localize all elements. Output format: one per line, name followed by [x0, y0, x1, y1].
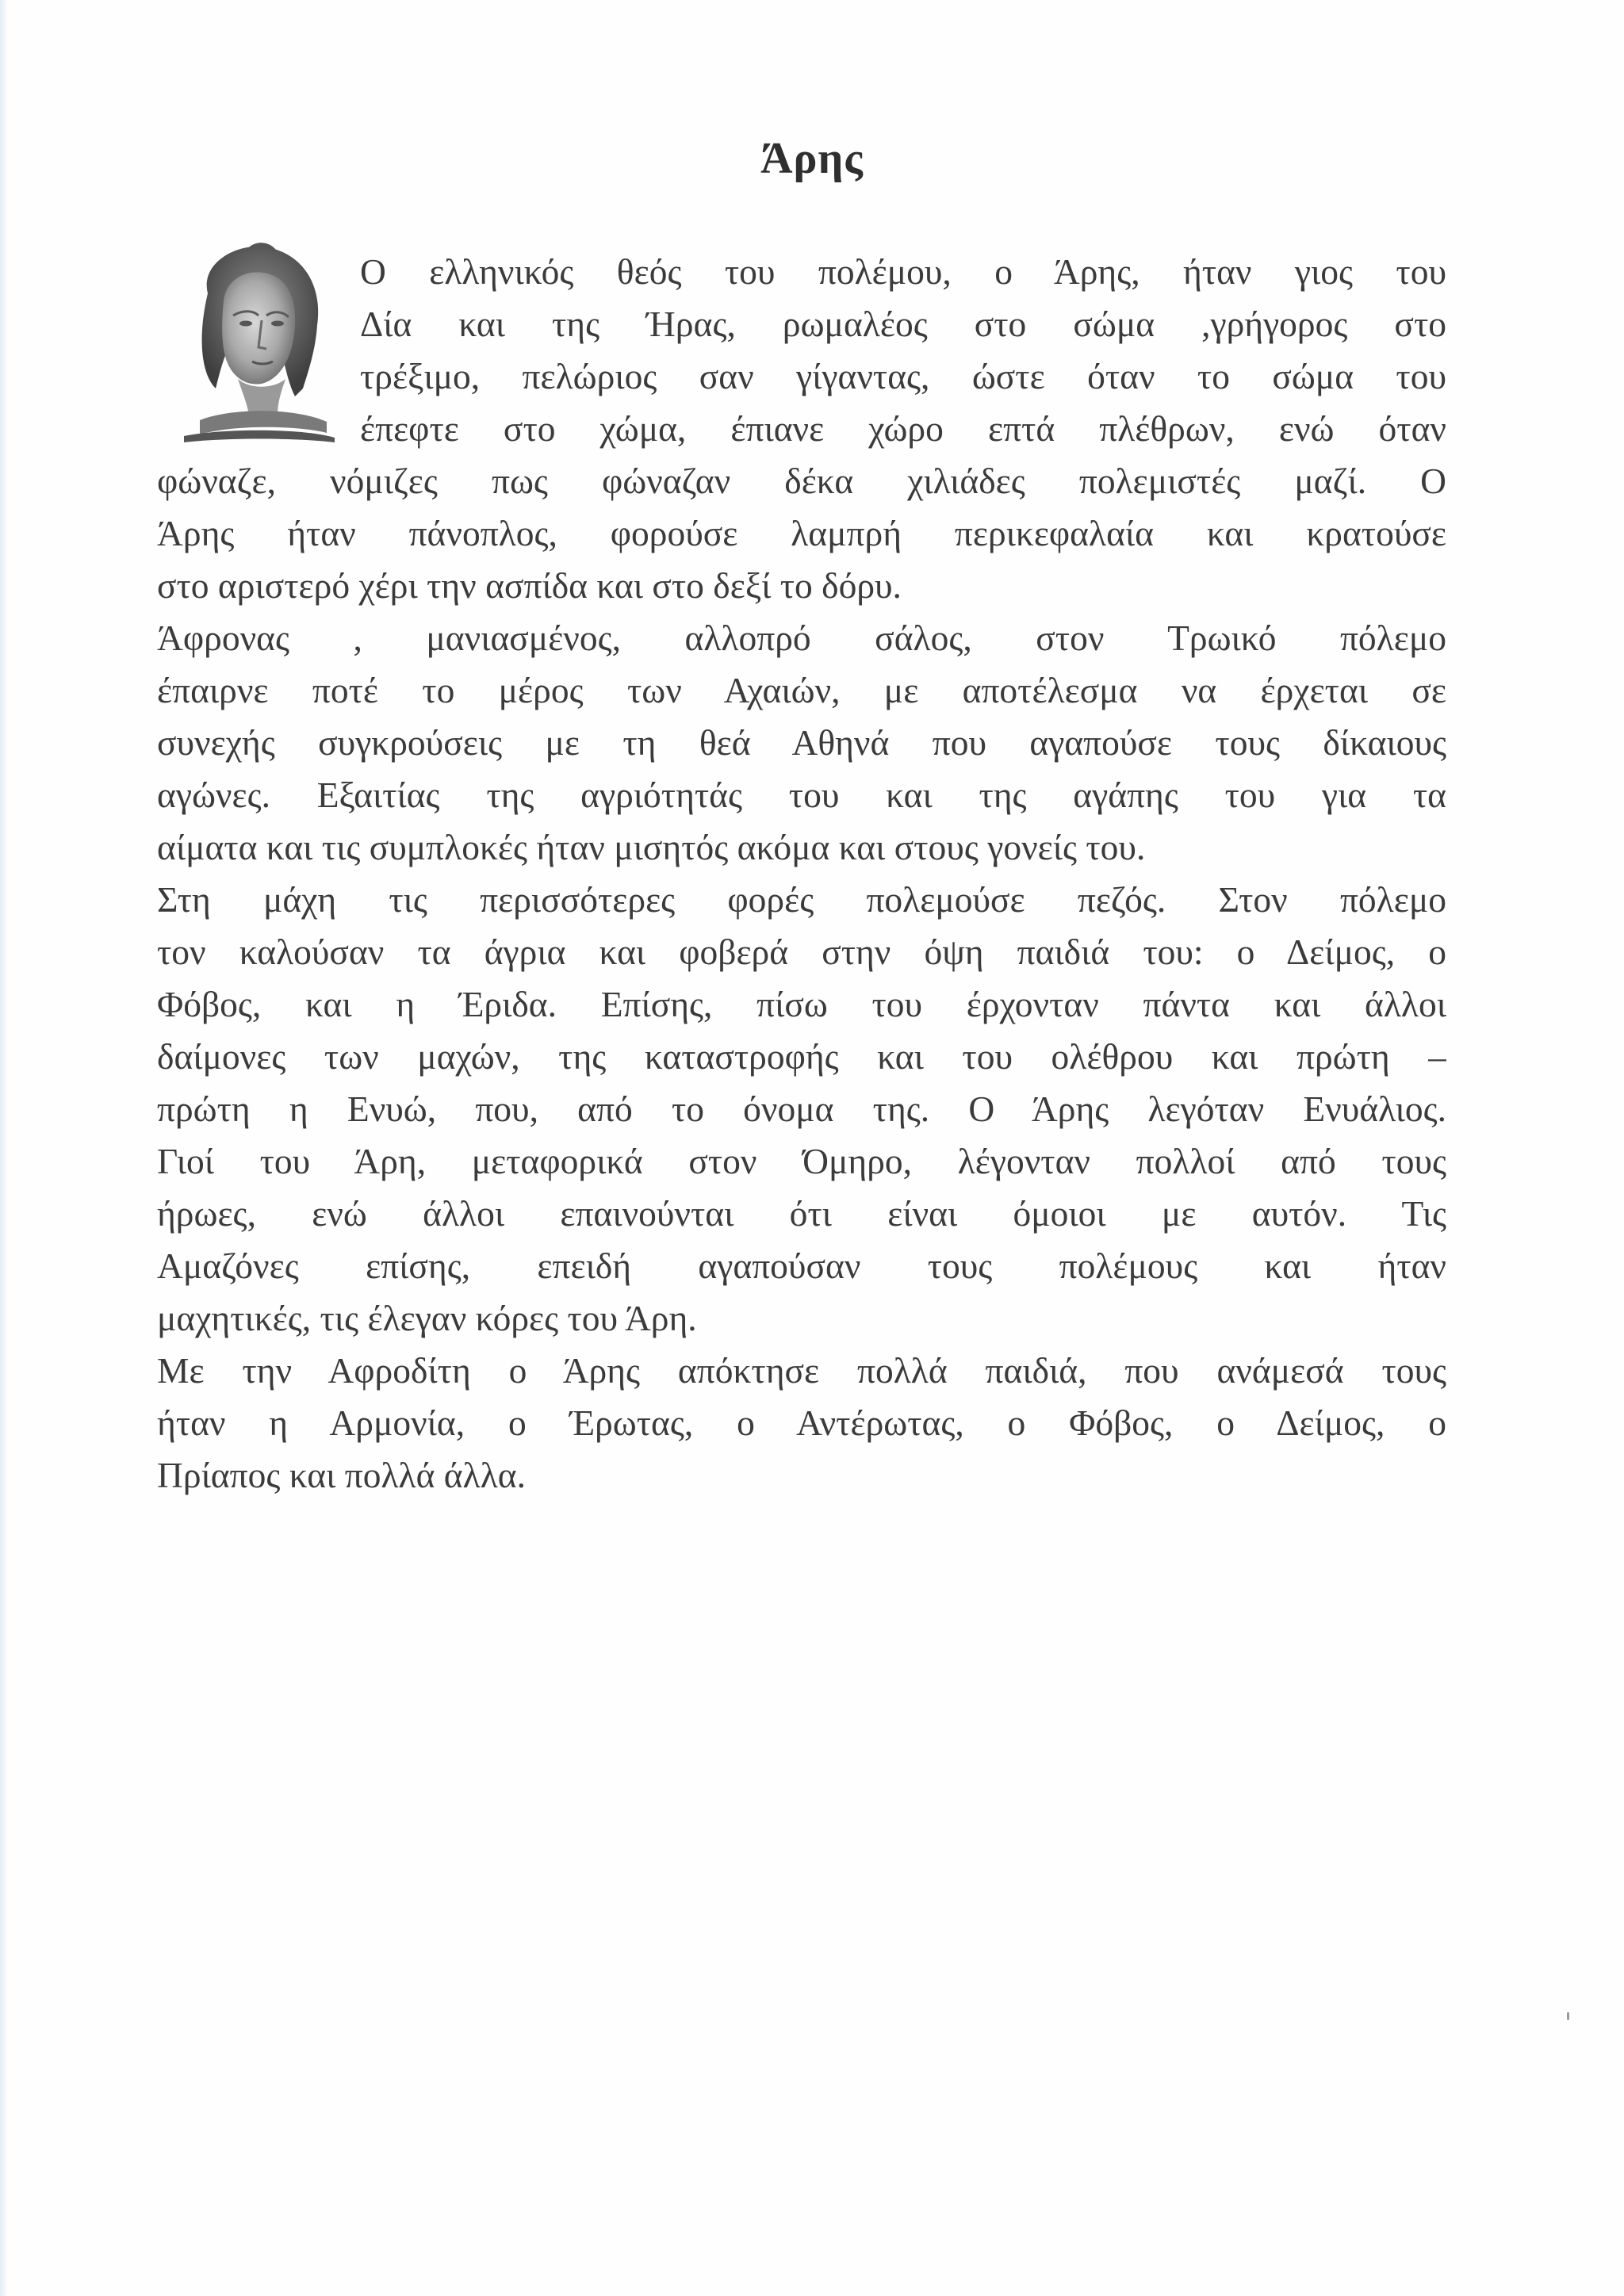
- text-line: Άφρονας , μανιασμένος, αλλοπρό σάλος, στον Τρωικό πόλεμο: [157, 618, 1446, 658]
- text-line: Γιοί του Άρη, μεταφορικά στον Όμηρο, λέγονταν πολλοί από τους: [157, 1141, 1446, 1181]
- scan-speck: [1567, 2012, 1569, 2020]
- text-line: δαίμονες των μαχών, της καταστροφής και του ολέθρου και πρώτη –: [157, 1036, 1446, 1077]
- text-line: Ο ελληνικός θεός του πολέμου, ο Άρης, ήταν γιος του: [360, 251, 1446, 292]
- text-line: ήταν η Αρμονία, ο Έρωτας, ο Αντέρωτας, ο Φόβος, ο Δείμος, ο: [157, 1402, 1446, 1443]
- text-line: συνεχής συγκρούσεις με τη θεά Αθηνά που αγαπούσε τους δίκαιους: [157, 722, 1446, 763]
- text-line: τον καλούσαν τα άγρια και φοβερά στην όψη παιδιά του: ο Δείμος, ο: [157, 932, 1446, 972]
- text-line: έπεφτε στο χώμα, έπιανε χώρο επτά πλέθρων, ενώ όταν: [360, 408, 1446, 449]
- scan-edge-shade: [0, 0, 8, 2296]
- text-line: Με την Αφροδίτη ο Άρης απόκτησε πολλά παιδιά, που ανάμεσά τους: [157, 1350, 1446, 1391]
- text-line: Φόβος, και η Έριδα. Επίσης, πίσω του έρχονταν πάντα και άλλοι: [157, 984, 1446, 1024]
- text-line: αίματα και τις συμπλοκές ήταν μισητός ακόμα και στους γονείς του.: [157, 827, 1146, 867]
- body-text: [157, 455, 1446, 1502]
- text-line: στο αριστερό χέρι την ασπίδα και στο δεξί το δόρυ.: [157, 565, 902, 606]
- text-line: Αμαζόνες επίσης, επειδή αγαπούσαν τους πολέμους και ήταν: [157, 1246, 1446, 1286]
- text-line: Στη μάχη τις περισσότερες φορές πολεμούσε πεζός. Στον πόλεμο: [157, 879, 1446, 920]
- text-line: μαχητικές, τις έλεγαν κόρες του Άρη.: [157, 1298, 697, 1338]
- text-line: Δία και της Ήρας, ρωμαλέος στο σώμα ,γρήγορος στο: [360, 304, 1446, 344]
- page-title: Άρης: [760, 134, 864, 183]
- text-line: Άρης ήταν πάνοπλος, φορούσε λαμπρή περικεφαλαία και κρατούσε: [157, 513, 1446, 553]
- text-line: Πρίαπος και πολλά άλλα.: [157, 1455, 526, 1495]
- ares-bust-portrait-icon: [176, 238, 335, 446]
- text-line: πρώτη η Ενυώ, που, από το όνομα της. Ο Άρης λεγόταν Ενυάλιος.: [157, 1089, 1446, 1129]
- intro-paragraph: [360, 246, 1446, 455]
- text-line: αγώνες. Εξαιτίας της αγριότητάς του και της αγάπης του για τα: [157, 775, 1446, 815]
- text-line: ήρωες, ενώ άλλοι επαινούνται ότι είναι όμοιοι με αυτόν. Τις: [157, 1193, 1446, 1234]
- text-line: τρέξιμο, πελώριος σαν γίγαντας, ώστε όταν το σώμα του: [360, 356, 1446, 396]
- text-line: έπαιρνε ποτέ το μέρος των Αχαιών, με αποτέλεσμα να έρχεται σε: [157, 670, 1446, 710]
- text-line: φώναζε, νόμιζες πως φώναζαν δέκα χιλιάδες πολεμιστές μαζί. Ο: [157, 461, 1446, 501]
